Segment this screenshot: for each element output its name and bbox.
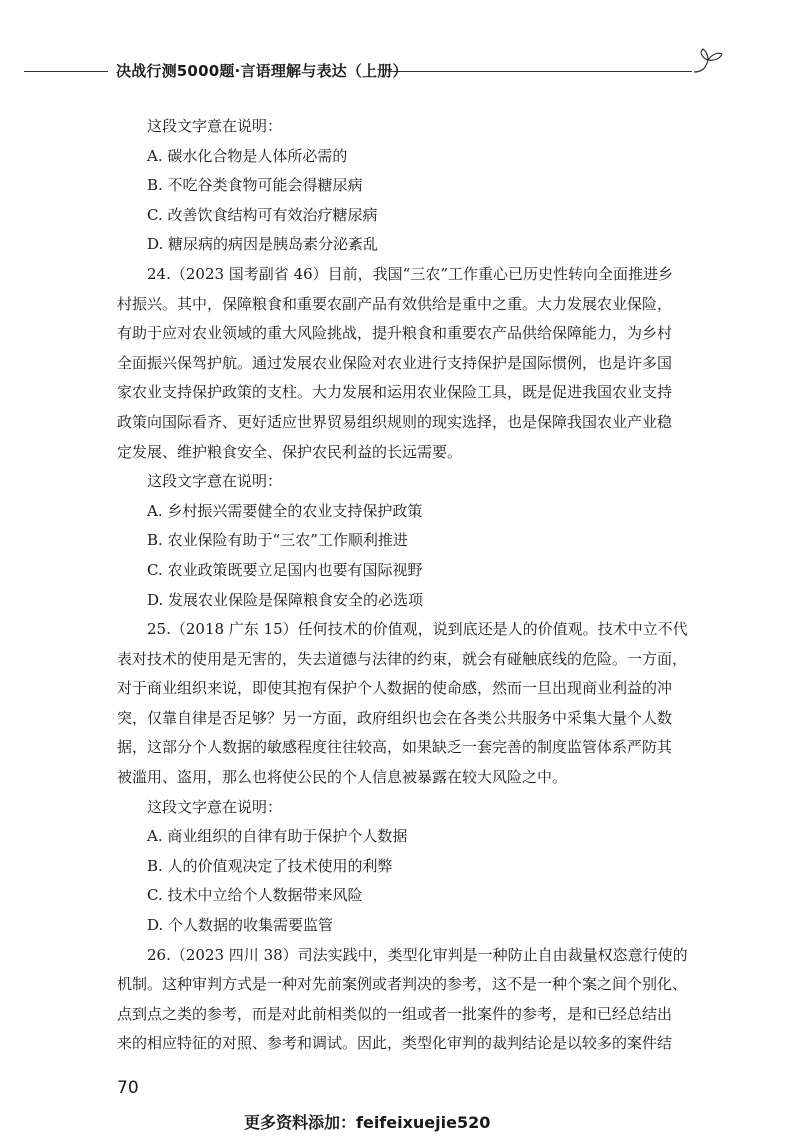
question-line: 定发展、维护粮食安全、保护农民利益的长远需要。 [117, 442, 463, 461]
question-line: 表对技术的使用是无害的，失去道德与法律的约束，就会有碰触底线的危险。一方面， [117, 649, 688, 668]
question-line: 据，这部分个人数据的敏感程度往往较高，如果缺乏一套完善的制度监管体系严防其 [117, 738, 673, 757]
answer-option: C. 改善饮食结构可有效治疗糖尿病 [147, 205, 378, 224]
answer-option: D. 发展农业保险是保障粮食安全的必选项 [147, 590, 424, 609]
answer-option: A. 商业组织的自律有助于保护个人数据 [147, 827, 408, 846]
question-line: 24.（2023 国考副省 46）目前，我国“三农”工作重心已历史性转向全面推进乡 [147, 264, 673, 283]
question-line: 村振兴。其中，保障粮食和重要农副产品有效供给是重中之重。大力发展农业保险， [117, 294, 673, 313]
question-prompt: 这段文字意在说明： [147, 797, 283, 816]
answer-option: A. 乡村振兴需要健全的农业支持保护政策 [147, 501, 423, 520]
question-line: 被滥用、盗用，那么也将使公民的个人信息被暴露在较大风险之中。 [117, 768, 568, 787]
answer-option: B. 农业保险有助于“三农”工作顺利推进 [147, 531, 408, 550]
header-rule-right [388, 71, 692, 72]
question-paragraph [117, 260, 711, 467]
question-line: 有助于应对农业领域的重大风险挑战，提升粮食和重要农产品供给保障能力，为乡村 [117, 324, 673, 343]
question-paragraph [117, 615, 711, 793]
answer-option: C. 技术中立给个人数据带来风险 [147, 886, 363, 905]
question-line: 点到点之类的参考，而是对此前相类似的一组或者一批案件的参考，是和已经总结出 [117, 1004, 673, 1023]
question-line: 来的相应特征的对照、参考和调试。因此，类型化审判的裁判结论是以较多的案件结 [117, 1034, 673, 1053]
question-prompt: 这段文字意在说明： [147, 117, 283, 135]
question-line: 对于商业组织来说，即使其抱有保护个人数据的使命感，然而一旦出现商业利益的冲 [117, 679, 673, 698]
answer-option: B. 人的价值观决定了技术使用的利弊 [147, 856, 393, 875]
sprout-icon [690, 46, 726, 78]
question-line: 机制。这种审判方式是一种对先前案例或者判决的参考，这不是一种个案之间个别化、 [117, 975, 688, 994]
answer-option: D. 糖尿病的病因是胰岛素分泌紊乱 [147, 235, 379, 254]
question-paragraph [117, 941, 711, 1059]
question-line: 突，仅靠自律是否足够？另一方面，政府组织也会在各类公共服务中采集大量个人数 [117, 708, 673, 727]
header-rule-left [24, 71, 108, 72]
answer-option: B. 不吃谷类食物可能会得糖尿病 [147, 176, 363, 195]
page-body [117, 112, 711, 1059]
question-prompt: 这段文字意在说明： [147, 472, 283, 491]
question-line: 政策向国际看齐、更好适应世界贸易组织规则的现实选择，也是保障我国农业产业稳 [117, 412, 673, 431]
answer-option: C. 农业政策既要立足国内也要有国际视野 [147, 560, 423, 579]
page-number: 70 [117, 1078, 139, 1098]
question-line: 25.（2018 广东 15）任何技术的价值观，说到底还是人的价值观。技术中立不代 [147, 620, 688, 639]
answer-option: D. 个人数据的收集需要监管 [147, 916, 334, 935]
question-line: 家农业支持保护政策的支柱。大力发展和运用农业保险工具，既是促进我国农业支持 [117, 383, 673, 402]
answer-option: A. 碳水化合物是人体所必需的 [147, 146, 348, 165]
running-header [24, 60, 776, 84]
question-line: 26.（2023 四川 38）司法实践中，类型化审判是一种防止自由裁量权恣意行使的 [147, 945, 688, 964]
footer-note: 更多资料添加：feifeixuejie520 [244, 1113, 491, 1132]
question-line: 全面振兴保驾护航。通过发展农业保险对农业进行支持保护是国际惯例，也是许多国 [117, 353, 673, 372]
header-title: 决战行测5000题·言语理解与表达（上册） [116, 62, 408, 80]
